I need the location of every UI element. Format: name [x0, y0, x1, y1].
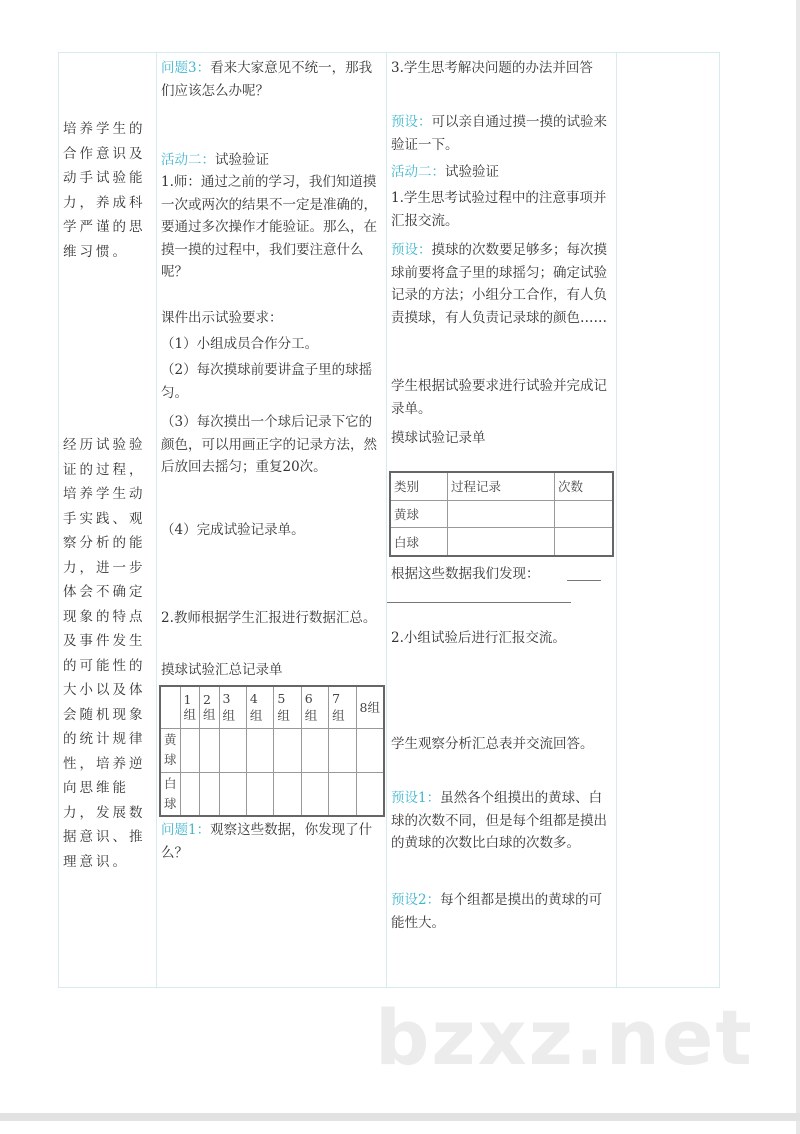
- requirement-4: （4）完成试验记录单。: [161, 522, 305, 538]
- activity-2-title: 试验验证: [215, 152, 269, 168]
- summary-header-g5: 5组: [274, 686, 301, 728]
- requirement-3: （3）每次摸出一个球后记录下它的颜色，可以用画正字的记录方法，然后放回去摇匀；重复20次。: [161, 414, 377, 475]
- summary-row-label: 黄球: [160, 728, 180, 772]
- courseware-text: 课件出示试验要求：: [161, 310, 283, 326]
- finding-text: 根据这些数据我们发现：: [391, 566, 540, 582]
- finding-blank-line-2: [387, 602, 571, 603]
- preset-label: 预设：: [391, 114, 432, 130]
- preset-1: 预设1：虽然各个组摸出的黄球、白球的次数不同，但是每个组都是摸出的黄球的次数比白球的次数多。: [391, 790, 607, 851]
- page-separator: [0, 1113, 800, 1121]
- summary-table-title: 摸球试验汇总记录单: [161, 662, 283, 678]
- preset-a: 预设：可以亲自通过摸一摸的试验来验证一下。: [391, 114, 607, 153]
- question-1-text: 观察这些数据，你发现了什么？: [161, 822, 373, 861]
- do-experiment: 学生根据试验要求进行试验并完成记录单。: [391, 378, 607, 417]
- summary-header-g8: 8组: [356, 686, 384, 728]
- requirement-2: （2）每次摸球前要讲盒子里的球摇匀。: [161, 362, 373, 401]
- preset-2-label: 预设2：: [391, 892, 441, 908]
- question-1: [161, 819, 383, 864]
- summary-row-white: [160, 772, 384, 816]
- student-step-3: 3.学生思考解决问题的办法并回答: [391, 60, 593, 76]
- summary-header-g7: 7组: [329, 686, 356, 728]
- summary-header-g3: 3组: [219, 686, 246, 728]
- student-activity-2: 活动二：试验验证: [391, 164, 499, 180]
- goal-column: [59, 53, 157, 987]
- summary-row-label: 白球: [160, 772, 180, 816]
- record-table-title: 摸球试验记录单: [391, 430, 486, 446]
- student-step-1: 1.学生思考试验过程中的注意事项并汇报交流。: [391, 190, 607, 229]
- watermark: bzxz.net: [375, 993, 754, 1082]
- record-header-count: 次数: [555, 472, 614, 500]
- page-edge: [796, 0, 800, 1134]
- finding-blank-line: [567, 580, 601, 581]
- summary-header-blank: [160, 686, 180, 728]
- record-row-yellow: 黄球: [390, 500, 613, 528]
- goal-2: 经历试验验证的过程，培养学生动手实践、观察分析的能力，进一步体会不确定现象的特点及事件发生的可能性的大小以及体会随机现象的统计规律性，培养逆向思维能力，发展数据意识、推理意识。: [63, 437, 146, 870]
- summary-record-table: [159, 685, 385, 817]
- observe-text: 学生观察分析汇总表并交流回答。: [391, 736, 594, 752]
- question-3-label: 问题3：: [161, 60, 211, 76]
- teacher-activity-column: [157, 53, 387, 987]
- summary-row-yellow: [160, 728, 384, 772]
- summary-header-g6: 6组: [301, 686, 328, 728]
- record-row-white: 白球: [390, 528, 613, 556]
- record-header-process: 过程记录: [448, 472, 555, 500]
- experiment-record-table: [389, 471, 614, 557]
- activity-2-label: 活动二：: [161, 152, 215, 168]
- preset-2: 预设2：每个组都是摸出的黄球的可能性大。: [391, 892, 603, 931]
- activity-2-label: 活动二：: [391, 164, 445, 180]
- question-3-text: 看来大家意见不统一，那我们应该怎么办呢？: [161, 60, 373, 99]
- teacher-step-1: 1.师：通过之前的学习，我们知道摸一次或两次的结果不一定是准确的，要通过多次操作才能验证。那么，在摸一摸的过程中，我们要注意什么呢？: [161, 174, 377, 280]
- preset-label: 预设：: [391, 242, 432, 258]
- preset-b: 预设：摸球的次数要足够多；每次摸球前要将盒子里的球摇匀；确定试验记录的方法；小组分工合作，有人负责摸球，有人负责记录球的颜色……: [391, 242, 607, 326]
- preset-1-label: 预设1：: [391, 790, 441, 806]
- activity-2-heading: [161, 149, 383, 172]
- summary-header-g4: 4组: [246, 686, 273, 728]
- summary-header-g1: 1组: [180, 686, 200, 728]
- goal-1: 培养学生的合作意识及动手试验能力，养成科学严谨的思维习惯。: [63, 121, 146, 260]
- question-3: [161, 57, 383, 102]
- summary-header-g2: 2组: [200, 686, 220, 728]
- requirement-1: （1）小组成员合作分工。: [161, 336, 319, 352]
- record-header-category: 类别: [390, 472, 448, 500]
- notes-column: [617, 53, 719, 987]
- lesson-plan-table: [58, 52, 720, 988]
- teacher-step-2: 2.教师根据学生汇报进行数据汇总。: [161, 610, 377, 626]
- student-activity-column: [387, 53, 617, 987]
- student-step-2: 2.小组试验后进行汇报交流。: [391, 630, 566, 646]
- question-1-label: 问题1：: [161, 822, 211, 838]
